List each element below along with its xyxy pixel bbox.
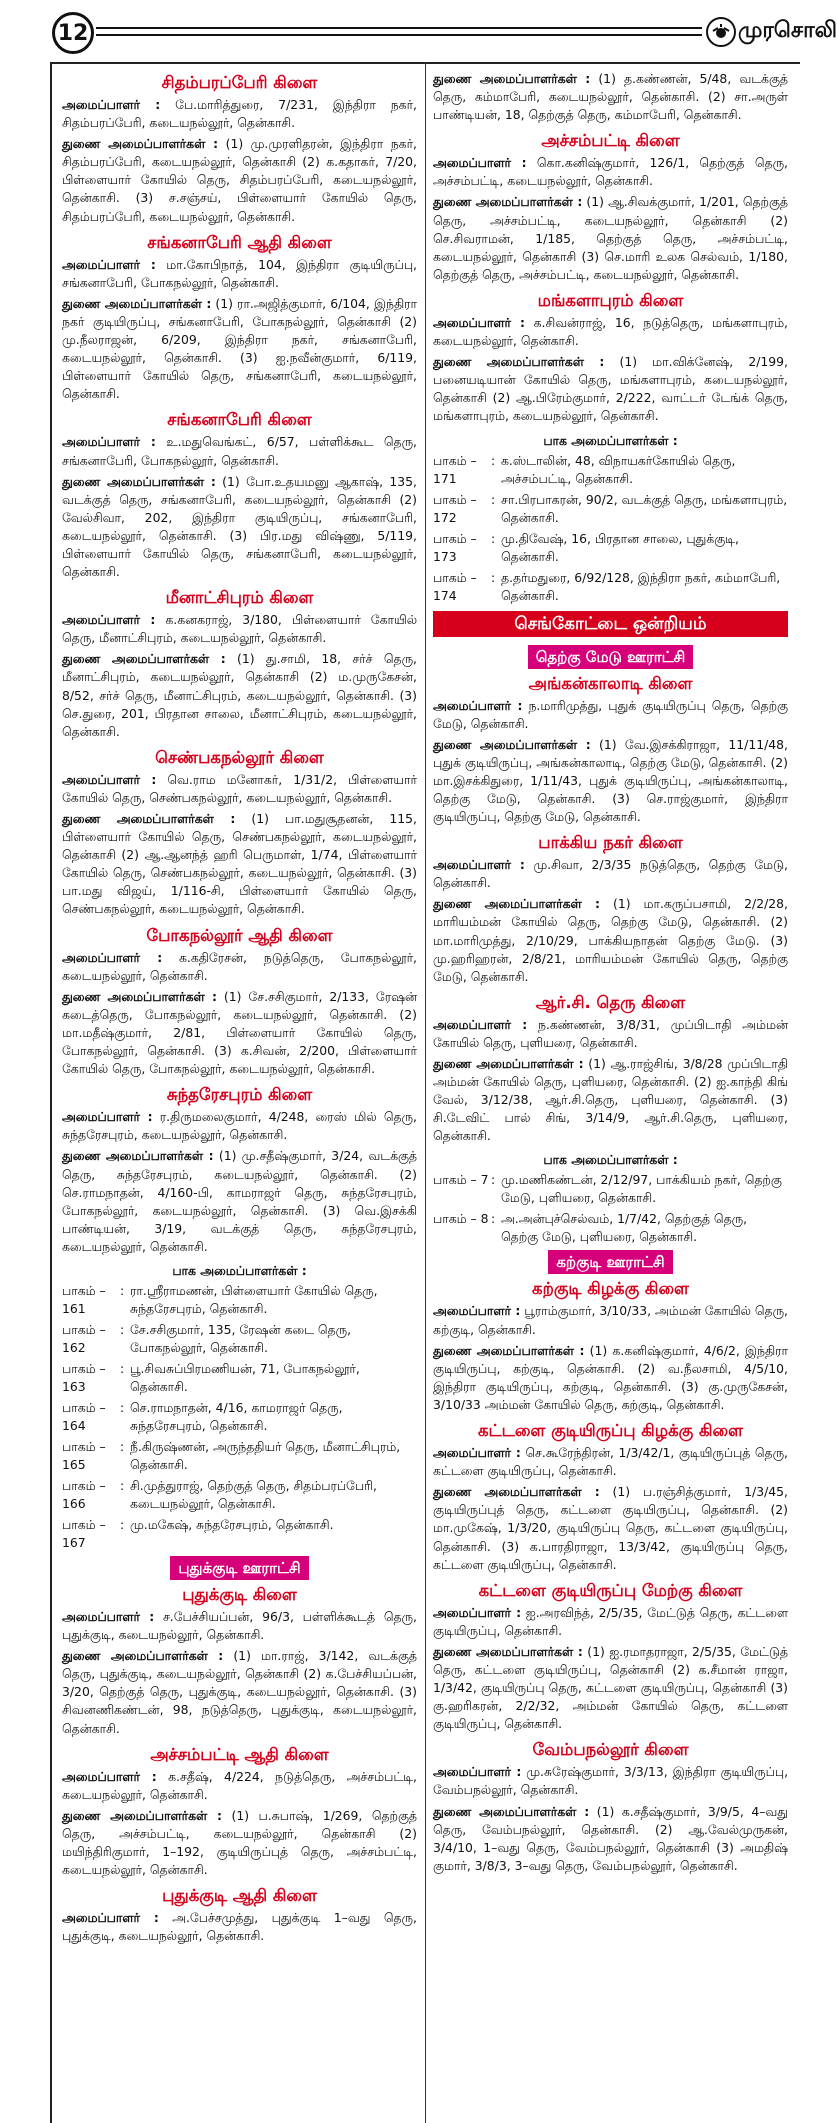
branch-title: கட்டளை குடியிருப்பு கிழக்கு கிளை: [478, 1421, 743, 1441]
member-entry: [433, 736, 788, 826]
bagam-section: [433, 430, 788, 605]
role-label: அமைப்பாளர் :: [433, 1303, 521, 1319]
branch-title: கற்குடி கிழக்கு கிளை: [532, 1279, 689, 1299]
role-label: துணை அமைப்பாளர்கள் :: [433, 354, 605, 370]
role-label: துணை அமைப்பாளர்கள் :: [433, 194, 583, 210]
member-entry: [433, 1604, 788, 1640]
role-label: அமைப்பாளர் :: [433, 1604, 522, 1620]
member-details: ஐ.அரவிந்த், 2/5/35, மேட்டுத் தெரு, கட்டளை குடியிருப்பு, தென்காசி.: [433, 1604, 788, 1638]
branch-title: கட்டளை குடியிருப்பு மேற்கு கிளை: [478, 1580, 743, 1600]
bagam-row: [62, 1399, 417, 1435]
member-entry: [433, 1055, 788, 1145]
role-label: துணை அமைப்பாளர்கள் :: [62, 811, 236, 826]
member-entry: [62, 295, 417, 404]
role-label: அமைப்பாளர் :: [433, 155, 527, 171]
panchayat-banner: தெற்கு மேடு ஊராட்சி: [528, 645, 694, 669]
bagam-number: பாகம் – 173: [433, 530, 477, 564]
member-entry: [62, 650, 417, 740]
member-entry: [433, 70, 788, 124]
branch-section: [62, 407, 417, 581]
bagam-number: பாகம் – 162: [62, 1321, 106, 1355]
bagam-colon: :: [491, 452, 496, 468]
member-entry: [62, 135, 417, 225]
branch-title: வேம்பநல்லூர் கிளை: [532, 1740, 689, 1760]
role-label: அமைப்பாளர் :: [62, 1109, 153, 1125]
member-entry: [62, 1108, 417, 1144]
bagam-colon: :: [120, 1399, 125, 1415]
member-entry: [433, 1444, 788, 1480]
member-entry: [433, 895, 788, 985]
member-entry: [62, 433, 417, 469]
bagam-details: செ.ராமநாதன், 4/16, காமராஜர் தெரு, சுந்தரேசபுரம், தென்காசி.: [130, 1399, 343, 1433]
role-label: துணை அமைப்பாளர்கள் :: [62, 988, 217, 1004]
branch-title: சுந்தரேசபுரம் கிளை: [166, 1085, 313, 1105]
bagam-heading: பாக அமைப்பாளர்கள் :: [172, 1262, 307, 1278]
branch-title: பாக்கிய நகர் கிளை: [538, 833, 683, 853]
member-details: மு.சிவா, 2/3/35 நடுத்தெரு, தெற்கு மேடு, தென்காசி.: [433, 857, 788, 891]
member-entry: [62, 1147, 417, 1256]
bagam-details: க.ஸ்டாலின், 48, விநாயகர்கோயில் தெரு, அச்சம்பட்டி, தென்காசி.: [501, 452, 736, 486]
bagam-row: [62, 1282, 417, 1318]
branch-title: புதுக்குடி கிளை: [182, 1584, 297, 1604]
role-label: துணை அமைப்பாளர்கள் :: [433, 1643, 583, 1659]
member-details: க.கனகராஜ், 3/180, பிள்ளையார் கோயில் தெரு, மீனாட்சிபுரம், கடையநல்லூர், தென்காசி.: [62, 612, 417, 646]
branch-section: [433, 1578, 788, 1734]
bagam-colon: :: [120, 1360, 125, 1376]
branch-title: அச்சம்பட்டி கிளை: [541, 131, 680, 151]
member-details: ர.திருமலைகுமார், 4/248, ரைஸ் மில் தெரு, சுந்தரேசபுரம், கடையநல்லூர், தென்காசி.: [62, 1109, 417, 1143]
bagam-number: பாகம் – 164: [62, 1399, 106, 1433]
role-label: துணை அமைப்பாளர்கள் :: [62, 136, 219, 152]
member-details: (1) ப.சுபாஷ், 1/269, தெற்குத் தெரு, அச்சம்பட்டி, கடையநல்லூர், தென்காசி (2) மயிந்திரிகுமார், 1–192, குடியிருப்புத் தெரு, அச்சம்பட்டி, கடையநல்லூர், தென்காசி.: [62, 1807, 417, 1878]
branch-section: [62, 70, 417, 226]
branch-section: [433, 1276, 788, 1414]
role-label: துணை அமைப்பாளர்கள் :: [433, 1803, 590, 1819]
bagam-colon: :: [491, 569, 496, 585]
role-label: அமைப்பாளர் :: [62, 949, 163, 965]
branch-section: [433, 990, 788, 1146]
page-number: 12: [52, 12, 94, 54]
member-details: (1) த.கண்ணன், 5/48, வடக்குத் தெரு, கம்மாபேரி, கடையநல்லூர், தென்காசி. (2) சா.அருள் பாண்டியன், 18, தெற்குத் தெரு, கம்மாபேரி, தென்காசி.: [433, 71, 788, 123]
branch-title: சிதம்பரப்பேரி கிளை: [161, 73, 318, 92]
bagam-number: பாகம் – 8: [433, 1211, 489, 1227]
role-label: அமைப்பாளர் :: [62, 434, 156, 450]
member-entry: [433, 1302, 788, 1338]
branch-section: [62, 1082, 417, 1256]
bagam-details: த.தர்மதுரை, 6/92/128, இந்திரா நகர், கம்மாபேரி, தென்காசி.: [501, 569, 781, 603]
bagam-row: [62, 1438, 417, 1474]
branch-section: [433, 128, 788, 284]
member-details: மா.கோபிநாத், 104, இந்திரா குடியிருப்பு, சங்கனாபேரி, போகநல்லூர், தென்காசி.: [62, 256, 417, 290]
role-label: துணை அமைப்பாளர்கள் :: [433, 1484, 600, 1500]
role-label: அமைப்பாளர் :: [433, 314, 525, 330]
bagam-colon: :: [491, 530, 496, 546]
bagam-colon: :: [120, 1516, 125, 1532]
bagam-row: [62, 1321, 417, 1357]
member-entry: [433, 697, 788, 733]
branch-section: [433, 830, 788, 986]
panchayat-banner-wrap: [433, 645, 788, 669]
member-entry: [62, 256, 417, 292]
member-details: பூராம்குமார், 3/10/33, அம்மன் கோயில் தெரு, கற்குடி, தென்காசி.: [433, 1303, 788, 1337]
member-details: ந.கண்ணன், 3/8/31, முப்பிடாதி அம்மன் கோயில் தெரு, புளியரை, தென்காசி.: [433, 1016, 788, 1050]
branch-section: [433, 70, 788, 124]
role-label: அமைப்பாளர் :: [433, 1764, 522, 1780]
bagam-row: [433, 1210, 788, 1246]
role-label: துணை அமைப்பாளர்கள் :: [62, 295, 212, 311]
role-label: அமைப்பாளர் :: [433, 857, 525, 873]
role-label: அமைப்பாளர் :: [62, 1768, 157, 1784]
member-details: (1) க.கனிஷ்குமார், 4/6/2, இந்திரா குடியிருப்பு, கற்குடி, தென்காசி. (2) வ.நீலசாமி, 4/5/10, இந்திரா குடியிருப்பு, கற்குடி, தென்காசி. (3) கு.முருகேசன், 3/10/33 அம்மன் கோயில் தெரு, கற்குடி, தென்காசி.: [433, 1342, 789, 1412]
member-entry: [62, 771, 417, 807]
branch-title: அங்கன்காலாடி கிளை: [528, 673, 693, 693]
bagam-number: பாகம் – 166: [62, 1477, 106, 1511]
member-entry: [62, 1909, 417, 1945]
member-details: (1) ஐ.ரமாதராஜா, 2/5/35, மேட்டுத் தெரு, கட்டளை குடியிருப்பு, தென்காசி (2) க.சீமான் ராஜா, 1/3/42, குடியிருப்பு தெரு, கட்டளை குடியிருப்பு, தென்காசி (3) கு.ஹரிகரன், 2/2/32, அம்மன் கோயில் தெரு, கட்டளை குடியிருப்பு, தென்காசி.: [433, 1643, 788, 1732]
role-label: துணை அமைப்பாளர்கள் :: [433, 896, 601, 912]
member-details: (1) வே.இசக்கிராஜா, 11/11/48, புதுக் குடியிருப்பு, அங்கன்காலாடி, தெற்கு மேடு, தென்காசி. (2) மா.இசக்கிதுரை, 1/11/43, புதுக் குடியிருப்பு, அங்கன்காலாடி, தெற்கு மேடு, தென்காசி. (3) செ.ராஜ்குமார், இந்திரா குடியிருப்பு, தெற்கு மேடு, தென்காசி.: [433, 736, 788, 825]
role-label: அமைப்பாளர் :: [433, 1445, 521, 1461]
member-details: (1) மு.முரளிதரன், இந்திரா நகர், சிதம்பரப்பேரி, கடையநல்லூர், தென்காசி (2) க.கதாகர், 7/20, பிள்ளையார் கோயில் தெரு, சிதம்பரப்பேரி, கடையநல்லூர், தென்காசி. (3) ச.சஞ்சய், பிள்ளையார் கோயில் தெரு, சிதம்பரப்பேரி, கடையநல்லூர், தென்காசி.: [62, 136, 417, 224]
bagam-details: ரா.ஸ்ரீராமணன், பிள்ளையார் கோயில் தெரு, சுந்தரேசபுரம், தென்காசி.: [130, 1282, 378, 1316]
bagam-row: [433, 491, 788, 527]
left-column: [62, 70, 417, 1949]
member-details: (1) பா.மதுசூதனன், 115, பிள்ளையார் கோயில் தெரு, செண்பகநல்லூர், கடையநல்லூர், தென்காசி (2) ஆ.ஆனந்த் ஹரி பெருமாள், 1/74, பிள்ளையார் கோயில் தெரு, செண்பகநல்லூர், கடையநல்லூர், தென்காசி. (3) பா.மது விஜய், 1/116-சி, பிள்ளையார் கோயில் தெரு, செண்பகநல்லூர், கடையநல்லூர், தென்காசி.: [62, 811, 417, 917]
bagam-colon: :: [491, 491, 496, 507]
bagam-details: சி.முத்துராஜ், தெற்குத் தெரு, சிதம்பரப்பேரி, கடையநல்லூர், தென்காசி.: [130, 1477, 377, 1511]
right-column: [433, 70, 788, 1879]
union-banner: செங்கோட்டை ஒன்றியம்: [433, 611, 788, 637]
bagam-details: அ.அன்புச்செல்வம், 1/7/42, தெற்குத் தெரு, தெற்கு மேடு, புளியரை, தென்காசி.: [501, 1211, 748, 1245]
bagam-row: [62, 1516, 417, 1552]
branch-title: மங்களாபுரம் கிளை: [537, 290, 684, 310]
member-entry: [62, 810, 417, 919]
member-details: (1) சே.சசிகுமார், 2/133, ரேஷன் கடைத்தெரு, போகநல்லூர், கடையநல்லூர், தென்காசி. (2) மா.மதீஷ்குமார், 2/81, பிள்ளையார் கோயில் தெரு, போகநல்லூர், தென்காசி. (3) க.சிவன், 2/200, பிள்ளையார் கோயில் தெரு, போகநல்லூர், கடையநல்லூர், தென்காசி.: [62, 988, 417, 1077]
bagam-section: [62, 1260, 417, 1552]
role-label: துணை அமைப்பாளர்கள் :: [62, 651, 226, 667]
member-details: ந.மாரிமுத்து, புதுக் குடியிருப்பு தெரு, தெற்கு மேடு, தென்காசி.: [433, 697, 788, 731]
role-label: அமைப்பாளர் :: [433, 1016, 528, 1032]
bagam-section: [433, 1149, 788, 1246]
member-entry: [62, 1647, 417, 1737]
member-entry: [433, 856, 788, 892]
bagam-colon: :: [491, 1211, 496, 1227]
role-label: அமைப்பாளர் :: [62, 256, 156, 272]
branch-title: ஆர்.சி. தெரு கிளை: [535, 992, 686, 1012]
member-entry: [433, 353, 788, 425]
member-details: க.சதீஷ், 4/224, நடுத்தெரு, அச்சம்பட்டி, கடையநல்லூர், தென்காசி.: [62, 1768, 417, 1802]
bagam-details: நீ.கிருஷ்ணன், அருந்ததியர் தெரு, மீனாட்சிபுரம், தென்காசி.: [130, 1438, 401, 1472]
bagam-colon: :: [120, 1321, 125, 1337]
branch-title: சங்கனாபேரி ஆதி கிளை: [147, 232, 332, 252]
member-entry: [62, 988, 417, 1078]
bagam-number: பாகம் – 161: [62, 1282, 106, 1316]
bagam-details: மு.திவேஷ், 16, பிரதான சாலை, புதுக்குடி, தென்காசி.: [501, 530, 739, 564]
panchayat-banner: கற்குடி ஊராட்சி: [548, 1250, 672, 1274]
member-entry: [433, 1763, 788, 1799]
member-entry: [62, 473, 417, 582]
member-details: (1) து.சாமி, 18, சர்ச் தெரு, மீனாட்சிபுரம், கடையநல்லூர், தென்காசி (2) ம.முருகேசன், 8/52, சர்ச் தெரு, மீனாட்சிபுரம், கடையநல்லூர், தென்காசி. (3) செ.துரை, 201, பிரதான சாலை, மீனாட்சிபுரம், கடையநல்லூர், தென்காசி.: [62, 651, 417, 739]
role-label: துணை அமைப்பாளர்கள் :: [62, 1148, 214, 1164]
bagam-colon: :: [491, 1172, 496, 1188]
member-details: (1) போ.உதயமனு ஆகாஷ், 135, வடக்குத் தெரு, சங்கனாபேரி, கடையநல்லூர், தென்காசி (2) வேல்சிவா, 202, இந்திரா குடியிருப்பு, சங்கனாபேரி, கடையநல்லூர், தென்காசி. (3) பிர.மது விஷ்ணு, 5/119, பிள்ளையார் கோயில் தெரு, சங்கனாபேரி, கடையநல்லூர், தென்காசி.: [62, 473, 417, 580]
bagam-number: பாகம் – 165: [62, 1438, 106, 1472]
branch-section: [433, 288, 788, 426]
member-details: வெ.ராம மனோகர், 1/31/2, பிள்ளையார் கோயில் தெரு, செண்பகநல்லூர், கடையநல்லூர், தென்காசி.: [62, 771, 417, 805]
bagam-number: பாகம் – 7: [433, 1172, 489, 1188]
branch-title: அச்சம்பட்டி ஆதி கிளை: [150, 1744, 329, 1764]
role-label: துணை அமைப்பாளர்கள் :: [62, 473, 216, 489]
member-details: (1) மா.கருப்பசாமி, 2/2/28, மாரியம்மன் கோயில் தெரு, தெற்கு மேடு, தென்காசி. (2) மா.மாரிமுத்து, 2/10/29, பாக்கியநாதன் தெற்கு மேடு. (3) மு.ஹரிஹரன், 2/8/21, மாரியம்மன் கோயில் தெரு, தெற்கு மேடு, தென்காசி.: [433, 896, 788, 984]
bagam-heading: பாக அமைப்பாளர்கள் :: [543, 432, 678, 448]
bagam-number: பாகம் – 163: [62, 1360, 106, 1394]
sun-icon: [711, 22, 731, 42]
branch-section: [62, 923, 417, 1079]
role-label: துணை அமைப்பாளர்கள் :: [433, 1056, 584, 1071]
page-header: [0, 0, 837, 62]
member-entry: [433, 193, 788, 283]
member-details: (1) ப.ரஞ்சித்குமார், 1/3/45, குடியிருப்புத் தெரு, கட்டளை குடியிருப்பு, தென்காசி. (2) மா.முகேஷ், 1/3/20, குடியிருப்பு தெரு, கட்டளை குடியிருப்பு, தென்காசி. (3) க.பாரதிராஜா, 13/3/42, குடியிருப்பு தெரு, கட்டளை குடியிருப்பு, தென்காசி.: [433, 1484, 788, 1572]
bagam-colon: :: [120, 1438, 125, 1454]
bagam-details: சா.பிரபாகரன், 90/2, வடக்குத் தெரு, மங்களாபுரம், தென்காசி.: [501, 491, 788, 525]
member-entry: [62, 1807, 417, 1879]
branch-title: போகநல்லூர் ஆதி கிளை: [146, 925, 333, 945]
role-label: துணை அமைப்பாளர்கள் :: [62, 1807, 223, 1823]
member-details: க.சிவன்ராஜ், 16, நடுத்தெரு, மங்களாபுரம், கடையநல்லூர், தென்காசி.: [433, 314, 788, 349]
bagam-row: [433, 452, 788, 488]
member-details: (1) ரா.அஜித்குமார், 6/104, இந்திரா நகர் குடியிருப்பு, சங்கனாபேரி, போகநல்லூர், தென்காசி (2) மு.நீலராஜன், 6/209, இந்திரா நகர், சங்கனாபேரி, கடையநல்லூர், தென்காசி. (3) ஐ.நவீன்குமார், 6/119, பிள்ளையார் கோயில் தெரு, சங்கனாபேரி, கடையநல்லூர், தென்காசி.: [62, 295, 417, 402]
branch-section: [433, 1418, 788, 1574]
member-entry: [433, 154, 788, 190]
bagam-number: பாகம் – 171: [433, 452, 477, 486]
branch-section: [62, 1883, 417, 1945]
bagam-colon: :: [120, 1477, 125, 1493]
member-entry: [62, 96, 417, 132]
bagam-row: [433, 1171, 788, 1207]
branch-section: [433, 1737, 788, 1875]
member-details: பே.மாரித்துரை, 7/231, இந்திரா நகர், சிதம்பரப்பேரி, கடையநல்லூர், தென்காசி.: [62, 97, 417, 131]
role-label: அமைப்பாளர் :: [62, 612, 156, 628]
member-entry: [62, 949, 417, 985]
bagam-row: [433, 530, 788, 566]
bagam-row: [62, 1360, 417, 1396]
branch-section: [62, 585, 417, 741]
branch-title: சங்கனாபேரி கிளை: [167, 410, 312, 430]
role-label: அமைப்பாளர் :: [62, 97, 161, 112]
bagam-number: பாகம் – 174: [433, 569, 477, 603]
panchayat-banner: புதுக்குடி ஊராட்சி: [170, 1556, 308, 1580]
member-details: (1) ஆ.சிவக்குமார், 1/201, தெற்குத் தெரு, அச்சம்பட்டி, கடையநல்லூர், தென்காசி (2) செ.சிவராமன், 1/185, தெற்குத் தெரு, அச்சம்பட்டி, கடையநல்லூர், தென்காசி (3) செ.மாரி உலக செல்வம், 1/180, தெற்குத் தெரு, அச்சம்பட்டி, கடையநல்லூர், தென்காசி.: [433, 194, 788, 282]
masthead-title: முரசொலி: [738, 18, 837, 43]
bagam-row: [62, 1477, 417, 1513]
bagam-details: சே.சசிகுமார், 135, ரேஷன் கடை தெரு, போகநல்லூர், தென்காசி.: [130, 1321, 352, 1355]
role-label: துணை அமைப்பாளர்கள் :: [433, 736, 591, 752]
panchayat-banner-wrap: [433, 1250, 788, 1274]
emblem-icon: [706, 17, 736, 47]
member-details: (1) மு.சதீஷ்குமார், 3/24, வடக்குத் தெரு, சுந்தரேசபுரம், கடையநல்லூர், தென்காசி. (2) செ.ராமநாதன், 4/160-பி, காமராஜர் தெரு, சுந்தரேசபுரம், போகநல்லூர், கடையநல்லூர், தென்காசி. (3) வெ.இசக்கி பாண்டியன், 3/19, வடக்குத் தெரு, சுந்தரேசபுரம், கடையநல்லூர், தென்காசி.: [62, 1148, 417, 1254]
branch-section: [433, 671, 788, 827]
role-label: துணை அமைப்பாளர்கள் :: [62, 1648, 224, 1664]
role-label: துணை அமைப்பாளர்கள் :: [433, 71, 591, 86]
member-details: கொ.கனிஷ்குமார், 126/1, தெற்குத் தெரு, அச்சம்பட்டி, கடையநல்லூர், தென்காசி.: [433, 155, 788, 189]
member-details: (1) ஆ.ராஜ்சிங், 3/8/28 முப்பிடாதி அம்மன் கோயில் தெரு, புளியரை, தென்காசி. (2) ஐ.காந்தி கிங் வேல், 3/12/38, ஆர்.சி.தெரு, புளியரை, தென்காசி. (3) சி.டேவிட் பால் சிங், 3/14/9, ஆர்.சி.தெரு, புளியரை, தென்காசி.: [433, 1056, 788, 1144]
bagam-details: பூ.சிவசுப்பிரமணியன், 71, போகநல்லூர், தென்காசி.: [130, 1360, 360, 1394]
role-label: அமைப்பாளர் :: [62, 1608, 155, 1624]
member-details: உ.மதுவெங்கட், 6/57, பள்ளிக்கூட தெரு, சங்கனாபேரி, போகநல்லூர், தென்காசி.: [62, 434, 417, 468]
member-entry: [433, 1643, 788, 1733]
role-label: அமைப்பாளர் :: [62, 1910, 159, 1926]
bagam-number: பாகம் – 167: [62, 1516, 106, 1550]
branch-title: செண்பகநல்லூர் கிளை: [155, 747, 324, 767]
branch-section: [62, 230, 417, 404]
bagam-row: [433, 569, 788, 605]
branch-section: [62, 745, 417, 919]
role-label: அமைப்பாளர் :: [62, 771, 157, 787]
role-label: துணை அமைப்பாளர்கள் :: [433, 1342, 585, 1358]
member-details: ச.பேச்சியப்பன், 96/3, பள்ளிக்கூடத் தெரு, புதுக்குடி, கடையநல்லூர், தென்காசி.: [62, 1608, 417, 1643]
bagam-number: பாகம் – 172: [433, 491, 477, 525]
member-details: (1) மா.ராஜ், 3/142, வடக்குத் தெரு, புதுக்குடி, கடையநல்லூர், தென்காசி (2) க.பேச்சியப்பன், 3/20, தெற்குத் தெரு, புதுக்குடி, கடையநல்லூர், தென்காசி. (3) சிவனணிகண்டன், 98, நடுத்தெரு, புதுக்குடி, கடையநல்லூர், தென்காசி.: [62, 1648, 417, 1736]
member-entry: [62, 1608, 417, 1644]
member-entry: [62, 611, 417, 647]
bagam-colon: :: [120, 1282, 125, 1298]
branch-section: [62, 1742, 417, 1880]
member-details: க.கதிரேசன், நடுத்தெரு, போகநல்லூர், கடையநல்லூர், தென்காசி.: [62, 949, 417, 983]
bagam-details: மு.மணிகண்டன், 2/12/97, பாக்கியம் நகர், தெற்கு மேடு, புளியரை, தென்காசி.: [501, 1172, 782, 1206]
member-details: மு.சுரேஷ்குமார், 3/3/13, இந்திரா குடியிருப்பு, வேம்பநல்லூர், தென்காசி.: [433, 1764, 789, 1798]
bagam-details: மு.மகேஷ், சுந்தரேசபுரம், தென்காசி.: [130, 1516, 334, 1532]
member-details: செ.கூரேந்திரன், 1/3/42/1, குடியிருப்புத் தெரு, கட்டளை குடியிருப்பு, தென்காசி.: [433, 1445, 788, 1479]
member-entry: [433, 1342, 788, 1414]
member-entry: [433, 1016, 788, 1052]
member-entry: [433, 314, 788, 350]
column-divider: [425, 62, 426, 2123]
branch-title: மீனாட்சிபுரம் கிளை: [165, 588, 314, 608]
branch-title: புதுக்குடி ஆதி கிளை: [162, 1886, 317, 1906]
member-details: (1) க.சதீஷ்குமார், 3/9/5, 4–வது தெரு, வேம்பநல்லூர், தென்காசி. (2) ஆ.வேல்முருகன், 3/4/10, 1–வது தெரு, வேம்பநல்லூர், தென்காசி (3) அமதிஷ் குமார், 3/8/3, 3–வது தெரு, வேம்பநல்லூர், தென்காசி.: [433, 1803, 788, 1873]
member-entry: [433, 1803, 788, 1875]
panchayat-banner-wrap: [62, 1556, 417, 1580]
bagam-heading: பாக அமைப்பாளர்கள் :: [543, 1152, 678, 1168]
header-rule: [96, 27, 702, 36]
role-label: அமைப்பாளர் :: [433, 697, 523, 713]
branch-section: [62, 1582, 417, 1738]
member-entry: [62, 1768, 417, 1804]
member-details: அ.பேச்சமுத்து, புதுக்குடி 1–வது தெரு, புதுக்குடி, கடையநல்லூர், தென்காசி.: [62, 1910, 417, 1944]
member-entry: [433, 1483, 788, 1573]
member-details: (1) மா.விக்னேஷ், 2/199, பனையடியான் கோயில் தெரு, மங்களாபுரம், கடையநல்லூர், தென்காசி (2) ஆ.பிரேம்குமார், 2/222, வாட்டர் டேங்க் தெரு, மங்களாபுரம், கடையநல்லூர், தென்காசி.: [433, 354, 788, 424]
